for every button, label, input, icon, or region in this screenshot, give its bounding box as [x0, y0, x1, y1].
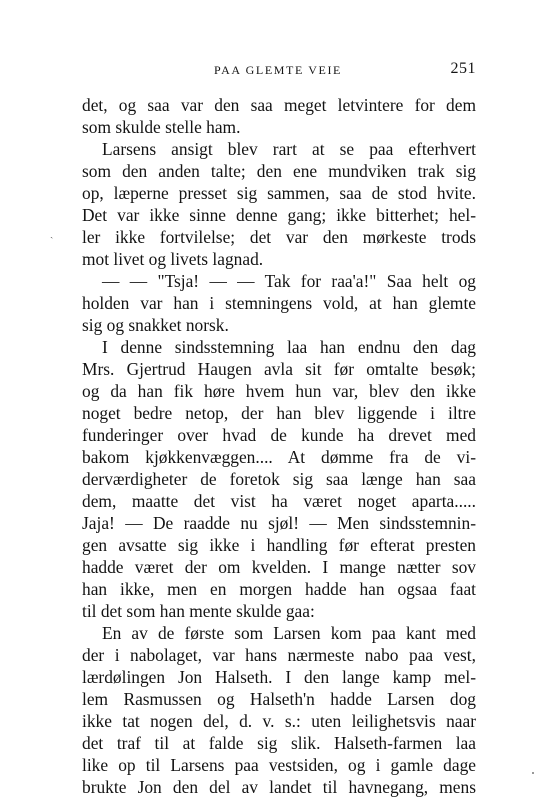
margin-mark: ˎ — [50, 228, 54, 239]
text-line: — — "Tsja! — — Tak for raa'a!" Saa helt og — [102, 271, 476, 291]
text-line: like op til Larsens paa vestsiden, og i gamle dage — [82, 755, 476, 775]
text-line: op, læperne presset sig sammen, saa de stod hvite. — [82, 183, 476, 203]
paper-speck — [532, 772, 534, 774]
text-line: holden var han i stemningens vold, at han glemte — [82, 293, 476, 313]
text-line: brukte Jon den del av landet til havnegang, mens — [82, 777, 476, 797]
text-line: det, og saa var den saa meget letvintere for dem — [82, 95, 476, 115]
text-line: lærdølingen Jon Halseth. I den lange kamp mel- — [82, 667, 476, 687]
text-line: til det som han mente skulde gaa: — [82, 601, 315, 621]
text-line: Larsens ansigt blev rart at se paa efterhvert — [102, 139, 476, 159]
text-line: I denne sindsstemning laa han endnu den dag — [102, 337, 476, 357]
text-line: bakom kjøkkenvæggen.... At dømme fra de vi- — [82, 447, 476, 467]
text-line: lem Rasmussen og Halseth'n hadde Larsen dog — [82, 689, 476, 709]
text-line: funderinger over hvad de kunde ha drevet med — [82, 425, 476, 445]
text-line: gen avsatte sig ikke i handling før efterat presten — [82, 535, 476, 555]
text-line: dem, maatte det vist ha været noget aparta..... — [82, 491, 476, 511]
text-line: Jaja! — De raadde nu sjøl! — Men sindsstemnin- — [82, 513, 476, 533]
running-title: PAA GLEMTE VEIE — [213, 63, 342, 77]
text-line: der i nabolaget, var hans nærmeste nabo paa vest, — [82, 645, 476, 665]
text-line: ler ikke fortvilelse; det var den mørkeste trods — [82, 227, 476, 247]
text-line: Det var ikke sinne denne gang; ikke bitterhet; hel- — [82, 205, 476, 225]
text-line: derværdigheter de foretok sig saa længe han saa — [82, 469, 476, 489]
text-line: sig og snakket norsk. — [82, 315, 229, 335]
text-line: En av de første som Larsen kom paa kant med — [102, 623, 476, 643]
text-line: han ikke, men en morgen hadde han ogsaa faat — [82, 579, 476, 599]
text-line: og da han fik høre hvem hun var, blev den ikke — [82, 381, 476, 401]
text-line: noget bedre netop, der han blev liggende i iltre — [82, 403, 476, 423]
text-line: som skulde stelle ham. — [82, 117, 241, 137]
text-line: det traf til at falde sig slik. Halseth-farmen laa — [82, 733, 476, 753]
text-line: Mrs. Gjertrud Haugen avla sit før omtalte besøk; — [82, 359, 476, 379]
text-line: hadde været der om kvelden. I mange nætter sov — [82, 557, 476, 577]
body-text — [82, 94, 476, 798]
text-line: mot livet og livets lagnad. — [82, 249, 264, 269]
running-head — [80, 60, 476, 80]
page-number: 251 — [450, 60, 476, 77]
text-line: ikke tat nogen del, d. v. s.: uten leilighetsvis naar — [82, 711, 476, 731]
text-line: som den anden talte; den ene mundviken trak sig — [82, 161, 476, 181]
